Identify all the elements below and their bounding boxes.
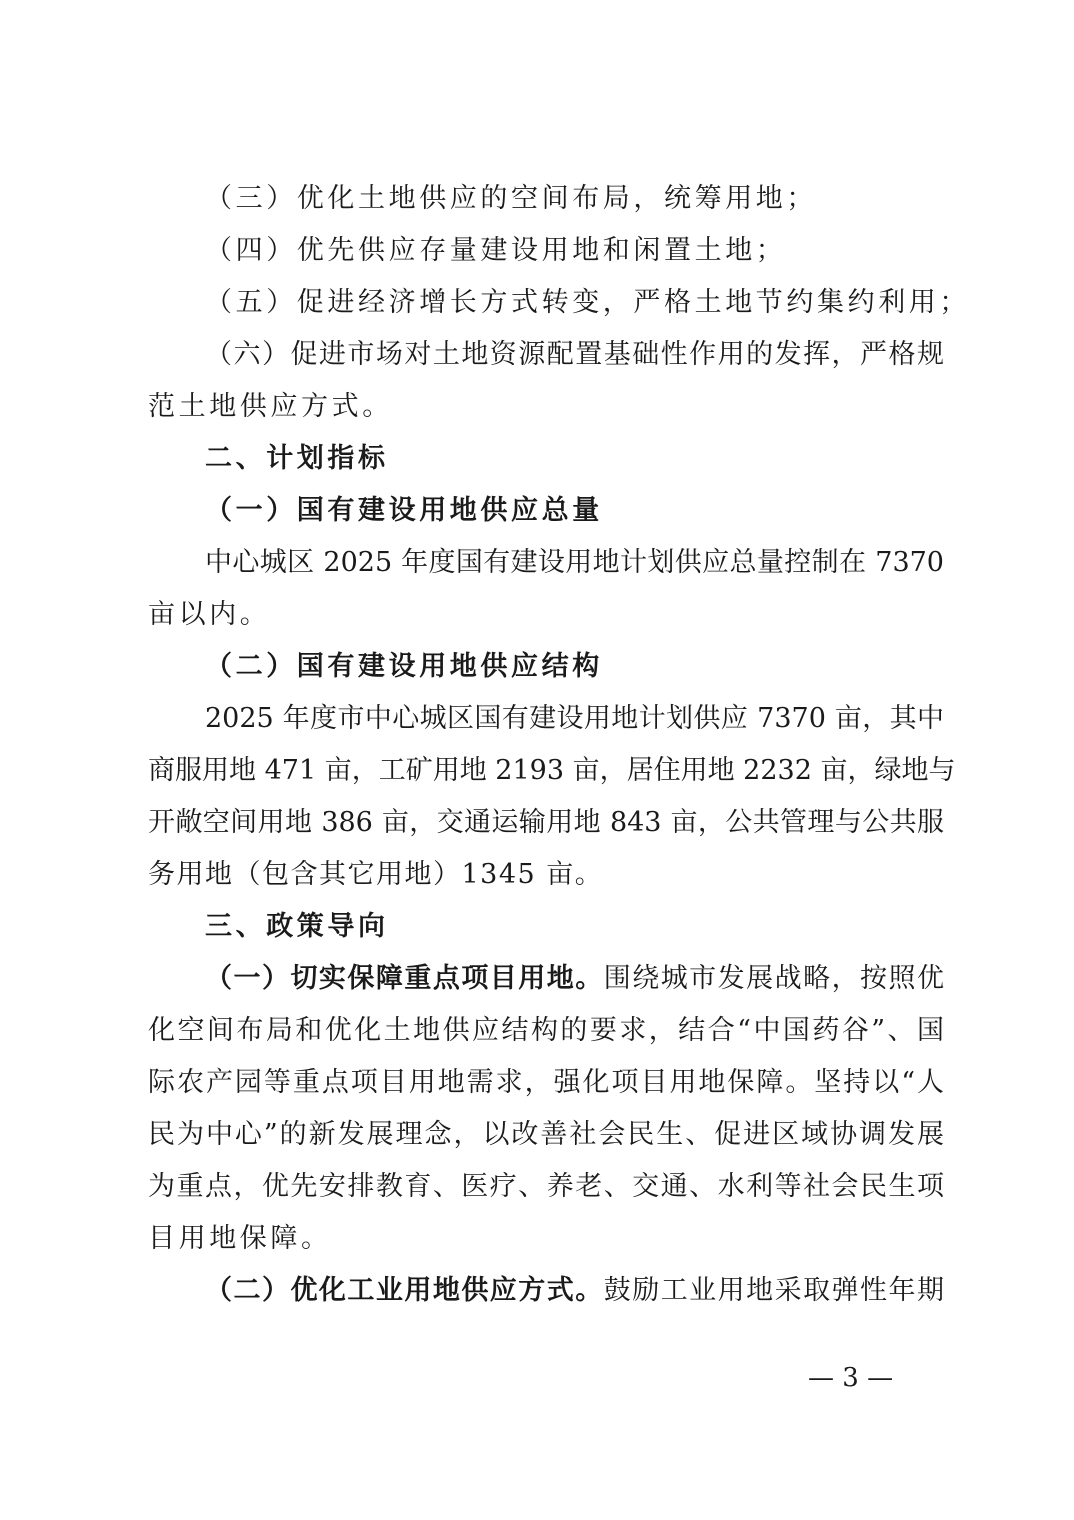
- section-2-sub-1-line-2: 亩以内。: [148, 599, 271, 630]
- section-2-sub-1-title: （一）国有建设用地供应总量: [205, 495, 603, 526]
- section-3-p1-line-6: 目用地保障。: [148, 1223, 332, 1254]
- section-2-sub-2-title: （二）国有建设用地供应结构: [205, 651, 603, 682]
- section-3-p1-line-4: 民为中心”的新发展理念，以改善社会民生、促进区域协调发展: [148, 1119, 944, 1150]
- section-3-p1-line-5: 为重点，优先安排教育、医疗、养老、交通、水利等社会民生项: [148, 1171, 944, 1202]
- section-2-sub-2-line-2: 商服用地 471 亩，工矿用地 2193 亩，居住用地 2232 亩，绿地与: [148, 755, 956, 786]
- item-4: （四）优先供应存量建设用地和闲置土地；: [205, 235, 787, 266]
- section-2-sub-2-line-1: 2025 年度市中心城区国有建设用地计划供应 7370 亩，其中: [205, 703, 944, 734]
- item-6-line-1: （六）促进市场对土地资源配置基础性作用的发挥，严格规: [205, 339, 944, 370]
- section-2-sub-2-line-3: 开敞空间用地 386 亩，交通运输用地 843 亩，公共管理与公共服: [148, 807, 944, 838]
- item-3: （三）优化土地供应的空间布局，统筹用地；: [205, 183, 817, 214]
- section-3-p2-line-1: [205, 1273, 944, 1309]
- section-2-heading: 二、计划指标: [205, 443, 389, 474]
- section-3-p1-lead: （一）切实保障重点项目用地。: [205, 963, 604, 994]
- section-3-p2-line-1-rest: 鼓励工业用地采取弹性年期: [603, 1275, 945, 1306]
- page-number: — 3 —: [808, 1363, 894, 1393]
- section-3-p2-lead: （二）优化工业用地供应方式。: [205, 1275, 604, 1306]
- section-3-p1-line-1: [205, 961, 944, 997]
- section-3-p1-line-1-rest: 围绕城市发展战略，按照优: [603, 963, 945, 994]
- section-3-p1-line-2: 化空间布局和优化土地供应结构的要求，结合“中国药谷”、国: [148, 1015, 944, 1046]
- section-2-sub-1-line-1: 中心城区 2025 年度国有建设用地计划供应总量控制在 7370: [205, 547, 944, 578]
- section-3-heading: 三、政策导向: [205, 911, 389, 942]
- section-3-p1-line-3: 际农产园等重点项目用地需求，强化项目用地保障。坚持以“人: [148, 1067, 944, 1098]
- section-2-sub-2-line-4: 务用地（包含其它用地）1345 亩。: [148, 859, 604, 890]
- item-6-line-2: 范土地供应方式。: [148, 391, 393, 422]
- item-5: （五）促进经济增长方式转变，严格土地节约集约利用；: [205, 287, 970, 318]
